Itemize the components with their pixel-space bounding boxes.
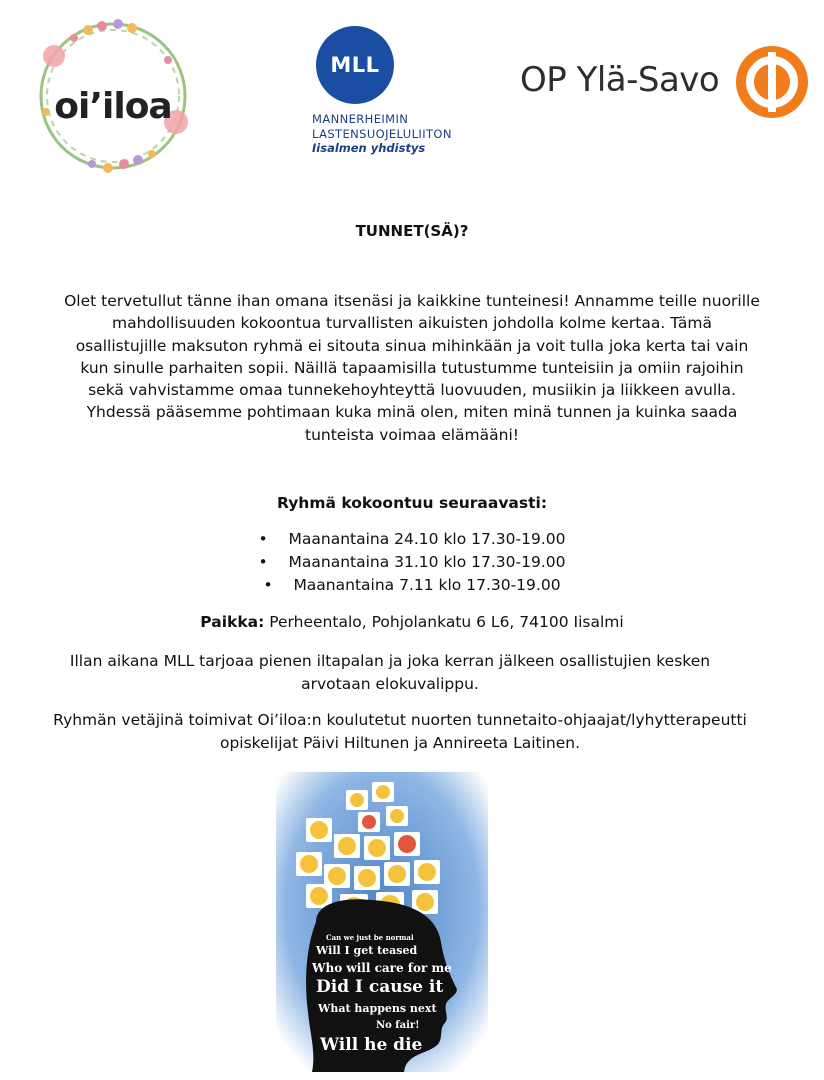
schedule-item-text: Maanantaina 24.10 klo 17.30-19.00 — [288, 530, 566, 548]
intro-line: mahdollisuuden kokoontua turvallisten aikuisten johdolla kolme kertaa. Tämä — [112, 314, 712, 333]
op-logo — [520, 40, 812, 120]
bullet-icon: • — [263, 576, 273, 594]
intro-paragraph — [36, 290, 788, 446]
bullet-icon: • — [258, 530, 268, 548]
list-item — [0, 528, 824, 551]
poster-line: Who will care for me — [312, 961, 452, 975]
poster-line: Can we just be normal — [326, 933, 414, 942]
intro-line: tunteista voimaa elämääni! — [305, 425, 519, 444]
place-value: Perheentalo, Pohjolankatu 6 L6, 74100 Iisalmi — [264, 613, 624, 631]
poster-line: What happens next — [318, 1002, 437, 1015]
leaders-line: opiskelijat Päivi Hiltunen ja Annireeta Laitinen. — [219, 734, 581, 752]
poster-line: Did I cause it — [316, 977, 444, 997]
mll-mark: MLL — [316, 26, 394, 104]
poster-line: No fair! — [376, 1020, 420, 1031]
schedule-list — [0, 528, 824, 597]
schedule-item-text: Maanantaina 31.10 klo 17.30-19.00 — [288, 553, 566, 571]
head-silhouette-illustration — [276, 772, 488, 1072]
oiiloa-logo — [28, 12, 198, 180]
emotions-poster-image — [276, 772, 488, 1072]
intro-line: kun sinulle parhaiten sopii. Näillä tapaamisilla tutustumme tunteisiin ja omiin rajoihin — [80, 358, 744, 377]
poster-line: Will he die — [320, 1035, 423, 1055]
list-item — [0, 551, 824, 574]
leaders-paragraph — [0, 709, 800, 755]
place-label: Paikka: — [200, 613, 265, 631]
oiiloa-wordmark: oi’iloa — [54, 86, 172, 127]
snack-line: arvotaan elokuvalippu. — [301, 675, 479, 693]
snack-line: Illan aikana MLL tarjoaa pienen iltapalan ja joka kerran jälkeen osallistujien kesken — [69, 652, 711, 670]
place-line — [0, 613, 824, 631]
intro-line: osallistujille maksuton ryhmä ei sitouta sinua mihinkään ja voit tulla joka kerta tai vain — [75, 336, 749, 355]
schedule-item-text: Maanantaina 7.11 klo 17.30-19.00 — [293, 576, 561, 594]
intro-line: Olet tervetullut tänne ihan omana itsenäsi ja kaikkine tunteinesi! Annamme teille nuorille — [64, 292, 760, 310]
mll-line-1: MANNERHEIMIN — [312, 112, 409, 126]
mll-logo — [306, 20, 476, 155]
mll-line-3: Iisalmen yhdistys — [312, 141, 426, 155]
list-item — [0, 574, 824, 597]
snack-paragraph — [20, 650, 760, 696]
leaders-line: Ryhmän vetäjinä toimivat Oi’iloa:n koulutetut nuorten tunnetaito-ohjaajat/lyhytterapeutti — [53, 711, 747, 729]
op-wordmark: OP Ylä-Savo — [520, 60, 720, 100]
intro-line: Yhdessä pääsemme pohtimaan kuka minä olen, miten minä tunnen ja kuinka saada — [86, 403, 738, 422]
schedule-heading: Ryhmä kokoontuu seuraavasti: — [276, 494, 548, 512]
page-title: TUNNET(SÄ)? — [355, 222, 469, 240]
op-icon — [734, 44, 810, 120]
bullet-icon: • — [258, 553, 268, 571]
poster-line: Will I get teased — [316, 944, 418, 957]
mll-line-2: LASTENSUOJELULIITON — [312, 127, 452, 141]
intro-line: sekä vahvistamme omaa tunnekehoyhteyttä luovuuden, musiikin ja liikkeen avulla. — [88, 381, 736, 400]
